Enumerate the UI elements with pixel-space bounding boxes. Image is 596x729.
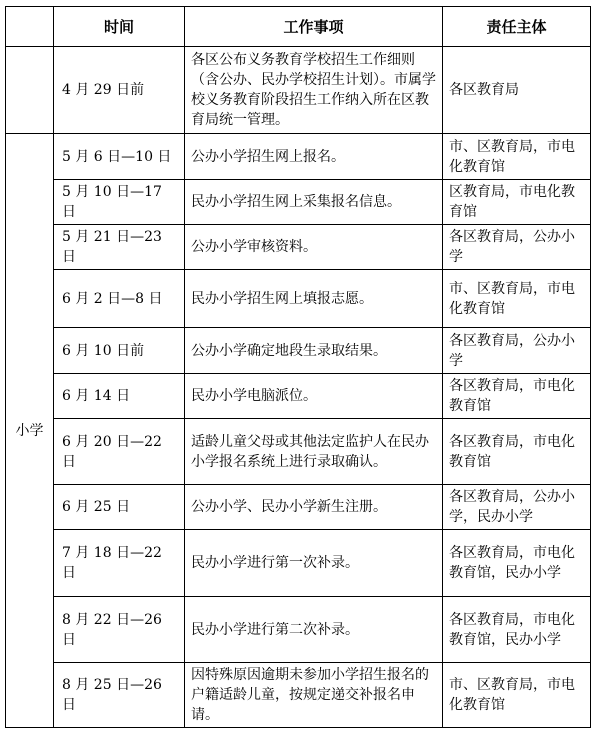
table-row [6, 597, 591, 663]
time-cell: 8 月 25 日—26 日 [54, 663, 185, 728]
time-cell: 6 月 10 日前 [54, 328, 185, 374]
empty-category-cell [6, 47, 54, 134]
table-row [6, 180, 591, 225]
task-cell: 各区公布义务教育学校招生工作细则（含公办、民办学校招生计划）。市属学校义务教育阶段招生工作纳入所在区教育局统一管理。 [185, 47, 443, 134]
responsible-cell: 市、区教育局，市电化教育馆 [443, 134, 591, 180]
responsible-cell: 各区教育局，公办小学 [443, 328, 591, 374]
table-row [6, 328, 591, 374]
responsible-cell: 各区教育局，公办小学 [443, 225, 591, 270]
table-row [6, 419, 591, 485]
responsible-cell: 市、区教育局，市电化教育馆 [443, 270, 591, 328]
table-row [6, 134, 591, 180]
task-cell: 民办小学招生网上采集报名信息。 [185, 180, 443, 225]
task-cell: 民办小学电脑派位。 [185, 374, 443, 419]
responsible-cell: 区教育局，市电化教育馆 [443, 180, 591, 225]
table-row [6, 47, 591, 134]
task-cell: 民办小学招生网上填报志愿。 [185, 270, 443, 328]
task-cell: 公办小学审核资料。 [185, 225, 443, 270]
time-cell: 5 月 10 日—17 日 [54, 180, 185, 225]
table-row [6, 225, 591, 270]
time-cell: 6 月 14 日 [54, 374, 185, 419]
responsible-cell: 各区教育局，公办小学，民办小学 [443, 485, 591, 530]
responsible-cell: 各区教育局，市电化教育馆 [443, 374, 591, 419]
table-row [6, 485, 591, 530]
responsible-cell: 各区教育局，市电化教育馆，民办小学 [443, 530, 591, 597]
time-cell: 8 月 22 日—26 日 [54, 597, 185, 663]
header-responsible: 责任主体 [443, 7, 591, 47]
table-row [6, 374, 591, 419]
task-cell: 民办小学进行第二次补录。 [185, 597, 443, 663]
header-time: 时间 [54, 7, 185, 47]
task-cell: 适龄儿童父母或其他法定监护人在民办小学报名系统上进行录取确认。 [185, 419, 443, 485]
table-row [6, 270, 591, 328]
time-cell: 4 月 29 日前 [54, 47, 185, 134]
header-category [6, 7, 54, 47]
responsible-cell: 市、区教育局，市电化教育馆 [443, 663, 591, 728]
task-cell: 公办小学招生网上报名。 [185, 134, 443, 180]
time-cell: 7 月 18 日—22 日 [54, 530, 185, 597]
task-cell: 公办小学、民办小学新生注册。 [185, 485, 443, 530]
enrollment-schedule-table [5, 6, 591, 728]
task-cell: 因特殊原因逾期未参加小学招生报名的户籍适龄儿童，按规定递交补报名申请。 [185, 663, 443, 728]
time-cell: 6 月 25 日 [54, 485, 185, 530]
category-primary-school: 小学 [6, 134, 54, 728]
header-row [6, 7, 591, 47]
time-cell: 5 月 21 日—23 日 [54, 225, 185, 270]
task-cell: 公办小学确定地段生录取结果。 [185, 328, 443, 374]
time-cell: 6 月 2 日—8 日 [54, 270, 185, 328]
header-task: 工作事项 [185, 7, 443, 47]
task-cell: 民办小学进行第一次补录。 [185, 530, 443, 597]
table-row [6, 663, 591, 728]
responsible-cell: 各区教育局 [443, 47, 591, 134]
responsible-cell: 各区教育局，市电化教育馆，民办小学 [443, 597, 591, 663]
table-row [6, 530, 591, 597]
responsible-cell: 各区教育局，市电化教育馆 [443, 419, 591, 485]
time-cell: 5 月 6 日—10 日 [54, 134, 185, 180]
time-cell: 6 月 20 日—22 日 [54, 419, 185, 485]
